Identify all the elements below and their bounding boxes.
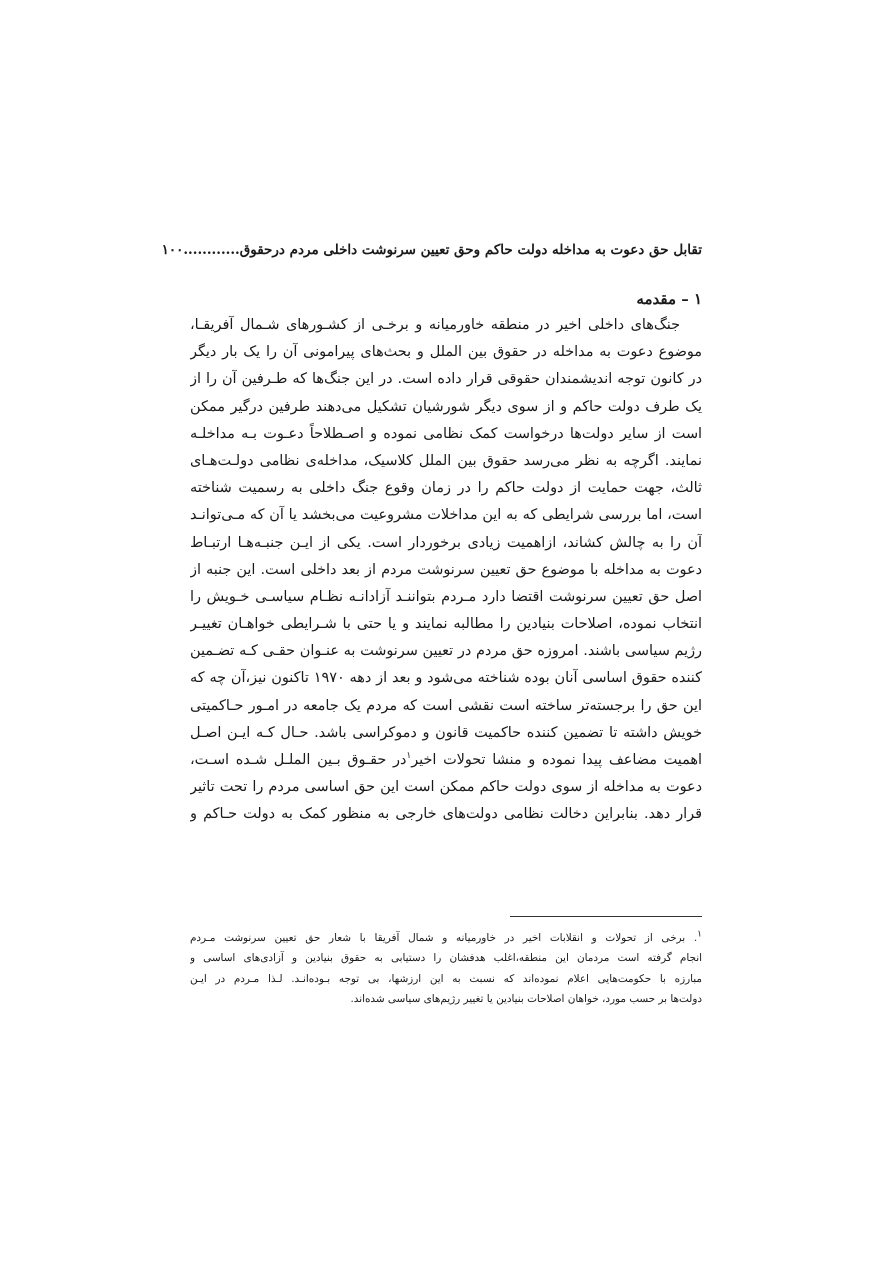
body-line: در کانون توجه اندیشمندان حقوقی قرار داده است. در این جنگ‌ها که طـرفین آن را از xyxy=(190,371,702,388)
header-leader-dots: ............ xyxy=(183,242,240,258)
footnote-line: انجام گرفته است مردمان این منطقه،اغلب هدفشان را دستیابی به حقوق بنیادین و آزادی‌های اساسی و xyxy=(190,952,702,965)
body-line: نمایند. اگرچه به نظر می‌رسد حقوق بین الملل کلاسیک، مداخله‌ی نظامی دولـت‌هـای xyxy=(190,452,702,469)
body-line: انتخاب نموده، اصلاحات بنیادین را مطالبه نمایند و یا حتی با شـرایطی خواهـان تغییـر xyxy=(190,616,702,633)
footnote-marker: ۱ xyxy=(697,929,702,940)
header-title: تقابل حق دعوت به مداخله دولت حاکم وحق تعیین سرنوشت داخلی مردم درحقوق xyxy=(239,242,702,258)
body-line: خویش داشته تا تضمین کننده حاکمیت قانون و دموکراسی باشد. حـال کـه ایـن اصـل xyxy=(190,724,702,741)
running-header xyxy=(161,242,702,258)
body-line: قرار دهد. بنابراین دخالت نظامی دولت‌های خارجی به منظور کمک به دولت حـاکم و xyxy=(190,806,702,823)
body-line: ثالث، جهت حمایت از دولت حاکم را در زمان وقوع جنگ داخلی به رسمیت شناخته xyxy=(190,480,702,497)
footnote-line xyxy=(190,928,702,948)
footnote-line: مبارزه با حکومت‌هایی اعلام نموده‌اند که نسبت به این ارزشها، بی توجه بـوده‌انـد. لـذا مـردم در ایـن xyxy=(190,972,702,985)
body-line-segment: اهمیت مضاعف پیدا نموده و منشا تحولات اخیر xyxy=(411,752,702,768)
footnote-line: دولت‌ها بر حسب مورد، خواهان اصلاحات بنیادین یا تغییر رژیم‌های سیاسی شده‌اند. xyxy=(350,993,702,1006)
body-line: است، اما بررسی شرایطی که به این مداخلات مشروعیت می‌بخشد یا آن که مـی‌توانـد xyxy=(190,507,702,524)
body-line: دعوت به مداخله با موضوع حق تعیین سرنوشت مردم از بعد داخلی است. این جنبه از xyxy=(190,561,702,578)
header-page-number-group xyxy=(162,242,240,258)
footnote-reference[interactable]: ۱ xyxy=(406,751,412,762)
body-paragraph xyxy=(190,312,702,829)
body-line: کننده حقوق اساسی آنان بوده شناخته می‌شود و بعد از دهه ۱۹۷۰ تاکنون نیز،آن چه که xyxy=(190,670,702,687)
body-line: یک طرف دولت حاکم و از سوی دیگر شورشیان تشکیل می‌دهند طرفین درگیر ممکن xyxy=(190,398,702,415)
body-line: اصل حق تعیین سرنوشت اقتضا دارد مـردم بتواننـد آزادانـه نظـام سیاسـی خـویش را xyxy=(190,588,702,605)
footnote-separator xyxy=(510,916,702,917)
body-line-with-footnote xyxy=(190,747,702,774)
body-line: آن را به چالش کشاند، ازاهمیت زیادی برخوردار است. یکی از ایـن جنبـه‌هـا ارتبـاط xyxy=(190,534,702,551)
body-line: موضوع دعوت به مداخله در حقوق بین الملل و بحث‌های پیرامونی آن را یک بار دیگر xyxy=(190,344,702,361)
page-number: ۱۰۰ xyxy=(161,242,184,258)
body-line: دعوت به مداخله از سوی دولت حاکم ممکن است این حق اساسی مردم را تحت تاثیر xyxy=(190,779,702,796)
body-line: جنگ‌های داخلی اخیر در منطقه خاورمیانه و برخـی از کشـورهای شـمال آفریقـا، xyxy=(190,317,680,333)
body-line-segment: در حقـوق بـین الملـل شـده اسـت، xyxy=(190,752,407,768)
section-heading: ۱ – مقدمه xyxy=(636,290,702,308)
body-line: است از سایر دولت‌ها درخواست کمک نظامی نموده و اصـطلاحاً دعـوت بـه مداخلـه xyxy=(190,425,702,442)
footnotes xyxy=(190,928,702,1010)
body-line: رژیم سیاسی باشند. امروزه حق مردم در تعیین سرنوشت به عنـوان حقـی کـه تضـمین xyxy=(190,643,702,660)
footnote-text: . برخی از تحولات و انقلابات اخیر در خاورمیانه و شمال آفریقا با شعار حق تعیین سرنوشت مـردم xyxy=(190,932,698,944)
body-line: این حق را برجسته‌تر ساخته است نقشی است که مردم یک جامعه در امـور حـاکمیتی xyxy=(190,697,702,714)
